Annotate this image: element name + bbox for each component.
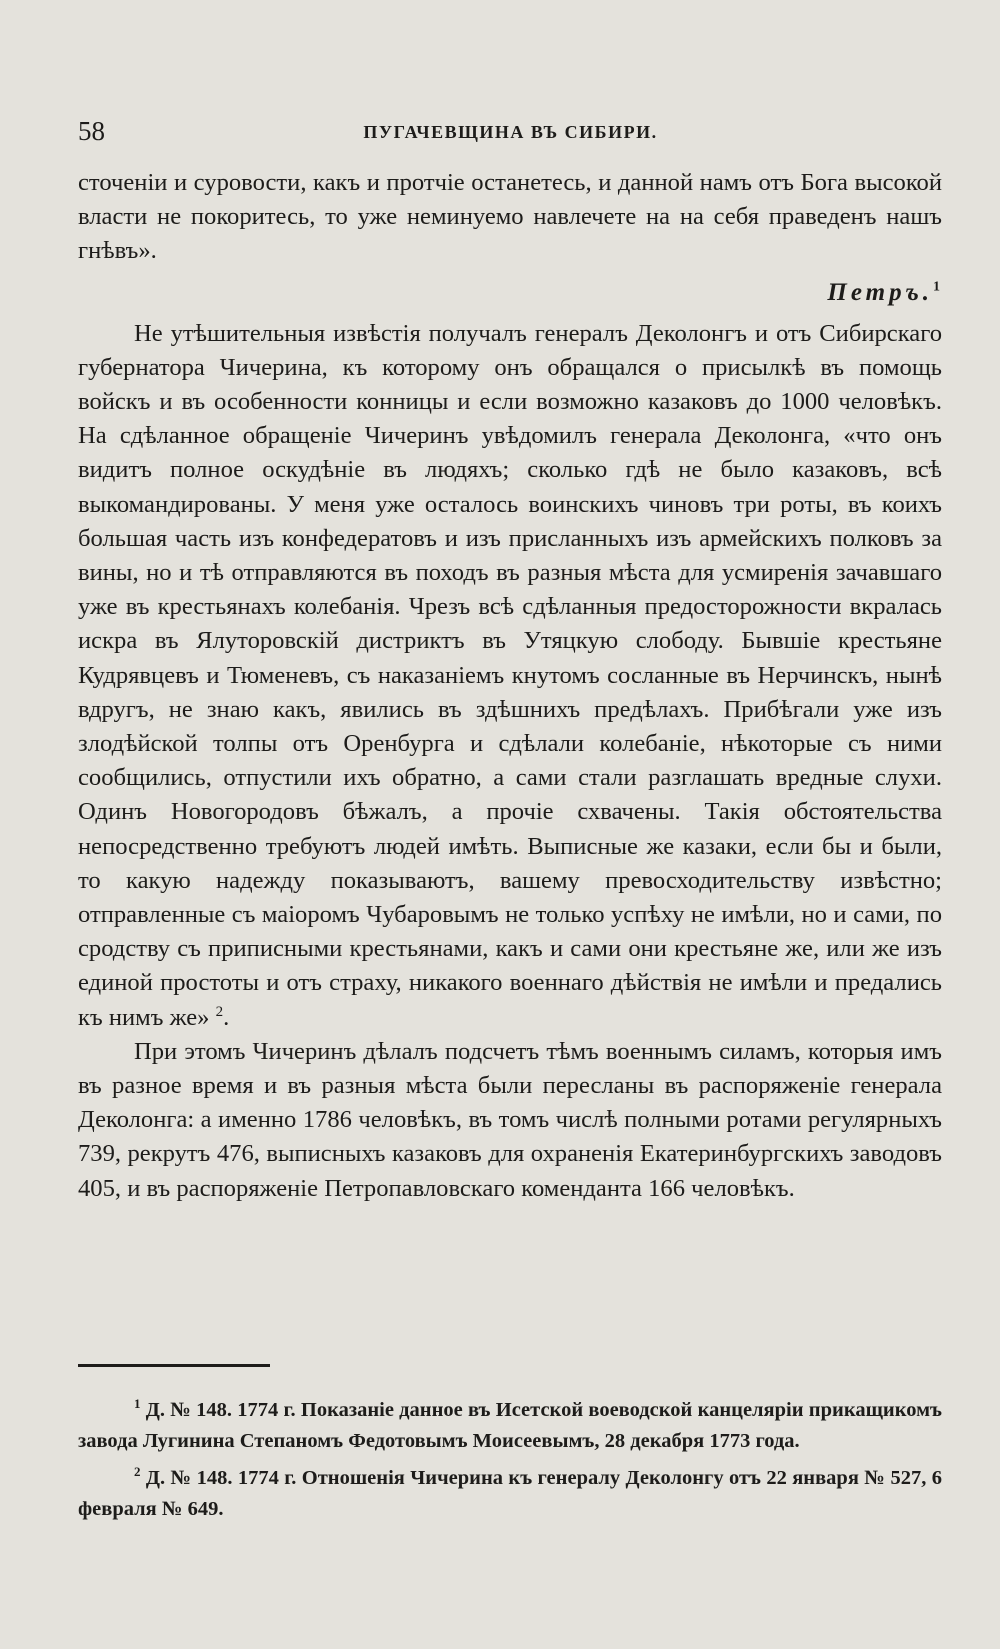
footnotes xyxy=(78,1395,942,1531)
footnote-mark: 2 xyxy=(134,1464,141,1480)
paragraph-2: Не утѣшительныя извѣстія получалъ генералъ Деколонгъ и отъ Сибирскаго губернатора Чичерина, къ которому онъ обращался о присылкѣ въ помощь войскъ и въ особенности конницы и если возможно казаковъ до 1000 человѣкъ. На сдѣланное обращеніе Чичеринъ увѣдомилъ генерала Деколонга, «что онъ видитъ полное оскудѣніе въ людяхъ; сколько гдѣ не было казаковъ, всѣ выкомандированы. У меня уже осталось воинскихъ чиновъ три роты, въ коихъ большая часть изъ конфедератовъ и изъ присланныхъ изъ армейскихъ полковъ за вины, но и тѣ отправляются въ походъ въ разныя мѣста для усмиренія зачавшаго уже въ крестьянахъ колебанія. Чрезъ всѣ сдѣланныя предосторожности вкралась искра въ Ялуторовскій дистриктъ въ Утяцкую слободу. Бывшіе крестьяне Кудрявцевъ и Тюменевъ, съ наказаніемъ кнутомъ сосланные въ Нерчинскъ, нынѣ вдругъ, не знаю какъ, явились въ здѣшнихъ предѣлахъ. Прибѣгали уже изъ злодѣйской толпы отъ Оренбурга и сдѣлали колебаніе, нѣкоторые съ ними сообщились, отпустили ихъ обратно, а сами стали разглашать вредные слухи. Одинъ Новогородовъ бѣжалъ, а прочіе схвачены. Такія обстоятельства непосредственно требуютъ людей имѣть. Выписные же казаки, если бы и были, то какую надежду показываютъ, вашему превосходительству извѣстно; отправленные съ маіоромъ Чубаровымъ не только успѣху не имѣли, но и сами, по сродству съ приписными крестьянами, какъ и сами они крестьяне же, или же изъ единой простоты и отъ страху, никакого военнаго дѣйствія не имѣли и предались къ нимъ же» $^2$. xyxy=(78,319,942,1031)
main-text xyxy=(78,166,942,1206)
footnote-mark: 1 xyxy=(134,1396,141,1412)
footnote-1 xyxy=(78,1395,942,1457)
footnote-ref-2: 2 xyxy=(215,1003,224,1020)
page-header xyxy=(78,116,943,152)
page-number: 58 xyxy=(78,116,105,146)
footnote-divider xyxy=(78,1364,270,1367)
paragraph-1: сточеніи и суровости, какъ и протчіе останетесь, и данной намъ отъ Бога высокой власти не покоритесь, то уже неминуемо навлечете на на себя праведенъ нашъ гнѣвъ». xyxy=(78,169,942,265)
footnote-ref-1: 1 xyxy=(933,279,940,295)
signature xyxy=(78,273,940,313)
paragraph-2-text: Не утѣшительныя извѣстія получалъ генералъ Деколонгъ и отъ Сибирскаго губернатора Чичерина, къ которому онъ обращался о присылкѣ въ помощь войскъ и въ особенности конницы и если возможно казаковъ до 1000 человѣкъ. На сдѣланное обращеніе Чичеринъ увѣдомилъ генерала Деколонга, «что онъ видитъ полное оскудѣніе въ людяхъ; сколько гдѣ не было казаковъ, всѣ выкомандированы. У меня уже осталось воинскихъ чиновъ три роты, въ коихъ большая часть изъ конфедератовъ и изъ присланныхъ изъ армейскихъ полковъ за вины, но и тѣ отправляются въ походъ въ разныя мѣста для усмиренія зачавшаго уже въ крестьянахъ колебанія. Чрезъ всѣ сдѣланныя предосторожности вкралась искра въ Ялуторовскій дистриктъ въ Утяцкую слободу. Бывшіе крестьяне Кудрявцевъ и Тюменевъ, съ наказаніемъ кнутомъ сосланные въ Нерчинскъ, нынѣ вдругъ, не знаю какъ, явились въ здѣшнихъ предѣлахъ. Прибѣгали уже изъ злодѣйской толпы отъ Оренбурга и сдѣлали колебаніе, нѣкоторые съ ними сообщились, отпустили ихъ обратно, а сами стали разглашать вредные слухи. Одинъ Новогородовъ бѣжалъ, а прочіе схвачены. Такія обстоятельства непосредственно требуютъ людей имѣть. Выписные же казаки, если бы и были, то какую надежду показываютъ, вашему превосходительству извѣстно; отправленные съ маіоромъ Чубаровымъ не только успѣху не имѣли, но и сами, по сродству съ приписными крестьянами, какъ и сами они крестьяне же, или же изъ единой простоты и отъ страху, никакого военнаго дѣйствія не имѣли и предались къ нимъ же» xyxy=(78,319,942,1031)
signature-name: Петръ. xyxy=(827,278,933,306)
footnote-text: Д. № 148. 1774 г. Отношенія Чичерина къ генералу Деколонгу отъ 22 января № 527, 6 февраля № 649. xyxy=(78,1467,942,1520)
footnote-2 xyxy=(78,1463,942,1525)
running-title: ПУГАЧЕВЩИНА ВЪ СИБИРИ. xyxy=(363,122,658,142)
footnote-text: Д. № 148. 1774 г. Показаніе данное въ Исетской воеводской канцеляріи прикащикомъ завода Лугинина Степаномъ Федотовымъ Моисеевымъ, 28 декабря 1773 года. xyxy=(78,1399,943,1452)
paragraph-3: При этомъ Чичеринъ дѣлалъ подсчетъ тѣмъ военнымъ силамъ, которыя имъ въ разное время и въ разныя мѣста были пересланы въ распоряженіе генерала Деколонга: а именно 1786 человѣкъ, въ томъ числѣ полными ротами регулярныхъ 739, рекрутъ 476, выписныхъ казаковъ для охраненія Екатеринбургскихъ заводовъ 405, и въ распоряженіе Петропавловскаго коменданта 166 человѣкъ. xyxy=(78,1037,942,1202)
